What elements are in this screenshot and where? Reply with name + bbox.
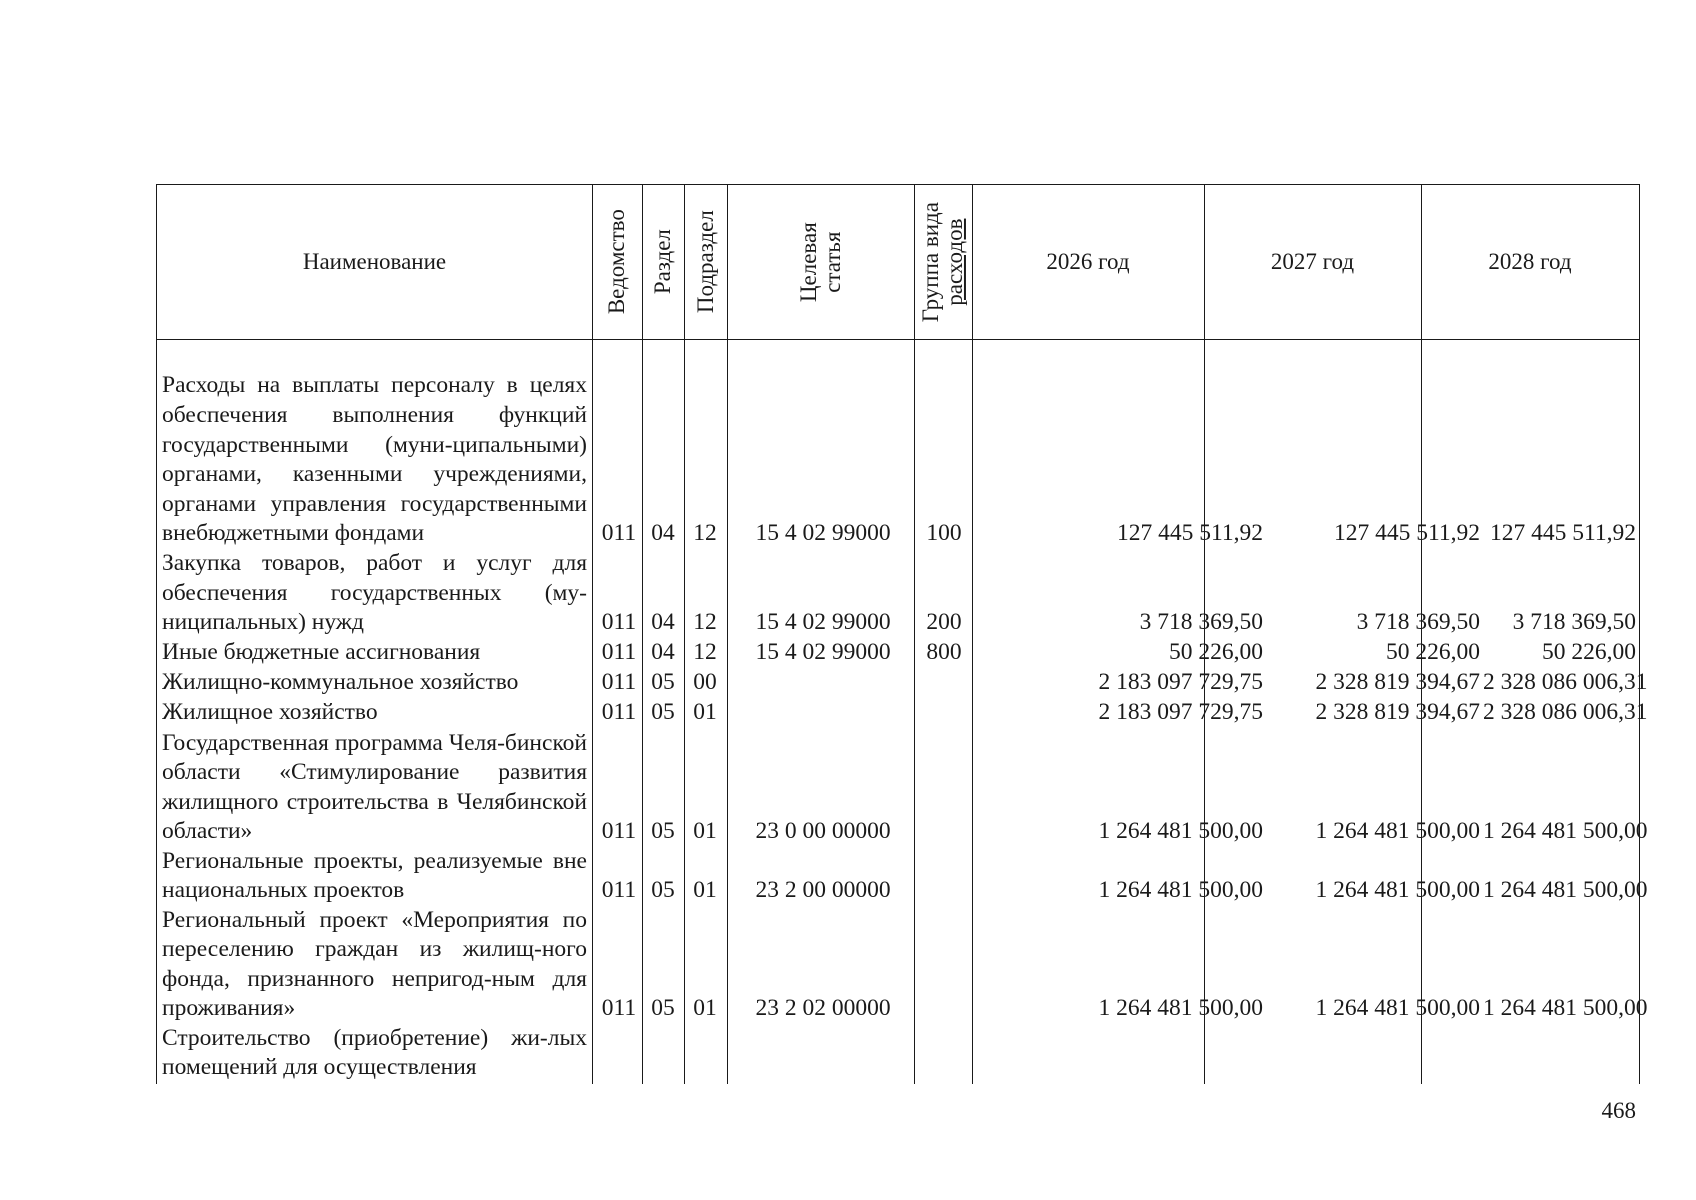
budget-table: [156, 184, 1648, 1084]
header-celevaya-statya: [727, 185, 914, 339]
header-year-2028: 2028 год: [1488, 249, 1572, 275]
header-gruppa-vida-rashodov: [914, 185, 972, 339]
header-separator: [157, 339, 1639, 340]
row-gruppa: 200: [926, 609, 962, 636]
row-podrazdel: 01: [693, 877, 717, 904]
row-value-2028: 1 264 481 500,00: [1483, 818, 1648, 845]
row-value-2026: 2 183 097 729,75: [1098, 699, 1263, 726]
row-celevaya-statya: 15 4 02 99000: [755, 520, 891, 547]
row-value-2026: 1 264 481 500,00: [1098, 818, 1263, 845]
row-vedomstvo: 011: [601, 818, 637, 845]
row-celevaya-statya: 15 4 02 99000: [755, 639, 891, 666]
row-podrazdel: 12: [693, 639, 717, 666]
row-name: Региональный проект «Мероприятия по переселению граждан из жилищ-ного фонда, признанного непригод-ным для проживания»: [162, 906, 587, 1022]
row-value-2028: 1 264 481 500,00: [1483, 995, 1648, 1022]
table-row: [157, 1024, 1639, 1083]
row-vedomstvo: 011: [601, 699, 637, 726]
row-celevaya-statya: 23 0 00 00000: [755, 818, 891, 845]
row-vedomstvo: 011: [601, 995, 637, 1022]
row-vedomstvo: 011: [601, 669, 637, 696]
row-razdel: 04: [651, 639, 675, 666]
row-value-2027: 2 328 819 394,67: [1315, 699, 1480, 726]
header-year-2027: 2027 год: [1270, 249, 1355, 275]
row-name: Строительство (приобретение) жи-лых помещений для осуществления: [162, 1024, 587, 1081]
page-number: 468: [1601, 1098, 1636, 1123]
row-gruppa: 100: [926, 520, 962, 547]
header-podrazdel: Подраздел: [692, 210, 718, 314]
row-podrazdel: 01: [693, 995, 717, 1022]
row-value-2026: 1 264 481 500,00: [1098, 877, 1263, 904]
row-celevaya-statya: 23 2 02 00000: [755, 995, 891, 1022]
row-celevaya-statya: 23 2 00 00000: [755, 877, 891, 904]
header-year-2026: 2026 год: [1046, 249, 1130, 275]
row-value-2027: 1 264 481 500,00: [1315, 877, 1480, 904]
row-vedomstvo: 011: [601, 639, 637, 666]
row-value-2027: 3 718 369,50: [1356, 609, 1480, 636]
row-gruppa: 800: [926, 639, 962, 666]
header-celevaya-line2: статья: [819, 231, 845, 293]
table-row: [157, 549, 1639, 638]
header-name: Наименование: [302, 249, 447, 275]
row-value-2027: 127 445 511,92: [1333, 520, 1480, 547]
table-row: [157, 728, 1648, 847]
row-name: Жилищное хозяйство: [162, 699, 378, 726]
row-name: Закупка товаров, работ и услуг для обеспечения государственных (му-ниципальных) нужд: [162, 550, 587, 636]
table-row: [157, 906, 1648, 1024]
row-value-2026: 3 718 369,50: [1139, 609, 1263, 636]
row-razdel: 05: [651, 818, 675, 845]
table-row: [157, 698, 1648, 728]
row-value-2028: 127 445 511,92: [1489, 520, 1636, 547]
header-gruppa-line2: расходов: [942, 218, 968, 306]
row-razdel: 04: [651, 520, 675, 547]
row-name: Региональные проекты, реализуемые вне национальных проектов: [162, 847, 587, 904]
row-value-2026: 2 183 097 729,75: [1098, 669, 1263, 696]
row-value-2027: 50 226,00: [1386, 639, 1480, 666]
row-value-2026: 1 264 481 500,00: [1098, 995, 1263, 1022]
row-podrazdel: 12: [693, 609, 717, 636]
row-name: Иные бюджетные ассигнования: [162, 639, 481, 666]
row-vedomstvo: 011: [601, 609, 637, 636]
row-value-2028: 50 226,00: [1542, 639, 1636, 666]
row-celevaya-statya: 15 4 02 99000: [755, 609, 891, 636]
table-row: [157, 847, 1648, 906]
row-razdel: 05: [651, 877, 675, 904]
header-celevaya-line1: Целевая: [795, 222, 821, 302]
row-name: Жилищно-коммунальное хозяйство: [162, 669, 519, 696]
header-vedomstvo: Ведомство: [604, 209, 630, 315]
row-value-2027: 2 328 819 394,67: [1315, 669, 1480, 696]
row-podrazdel: 00: [693, 669, 717, 696]
row-name: Расходы на выплаты персоналу в целях обеспечения выполнения функций государственными (муни-ципальными) органами, казенными учреждениями, органами управления государственными внебюджетными фондами: [162, 372, 587, 547]
table-row: [157, 342, 1639, 549]
row-vedomstvo: 011: [601, 877, 637, 904]
row-value-2026: 50 226,00: [1169, 639, 1263, 666]
row-value-2028: 2 328 086 006,31: [1483, 699, 1648, 726]
row-value-2028: 3 718 369,50: [1512, 609, 1636, 636]
row-podrazdel: 01: [693, 818, 717, 845]
row-podrazdel: 12: [693, 520, 717, 547]
row-value-2028: 1 264 481 500,00: [1483, 877, 1648, 904]
row-razdel: 05: [651, 995, 675, 1022]
header-razdel: Раздел: [650, 229, 676, 295]
row-razdel: 04: [651, 609, 675, 636]
row-name: Государственная программа Челя-бинской области «Стимулирование развития жилищного строительства в Челябинской области»: [162, 729, 587, 845]
row-vedomstvo: 011: [601, 520, 637, 547]
header-gruppa-line1: Группа вида: [917, 201, 943, 323]
table-row: [157, 668, 1648, 698]
row-value-2026: 127 445 511,92: [1116, 520, 1263, 547]
row-value-2027: 1 264 481 500,00: [1315, 995, 1480, 1022]
row-razdel: 05: [651, 699, 675, 726]
row-razdel: 05: [651, 669, 675, 696]
row-value-2028: 2 328 086 006,31: [1483, 669, 1648, 696]
row-podrazdel: 01: [693, 699, 717, 726]
table-row: [157, 638, 1639, 668]
row-value-2027: 1 264 481 500,00: [1315, 818, 1480, 845]
